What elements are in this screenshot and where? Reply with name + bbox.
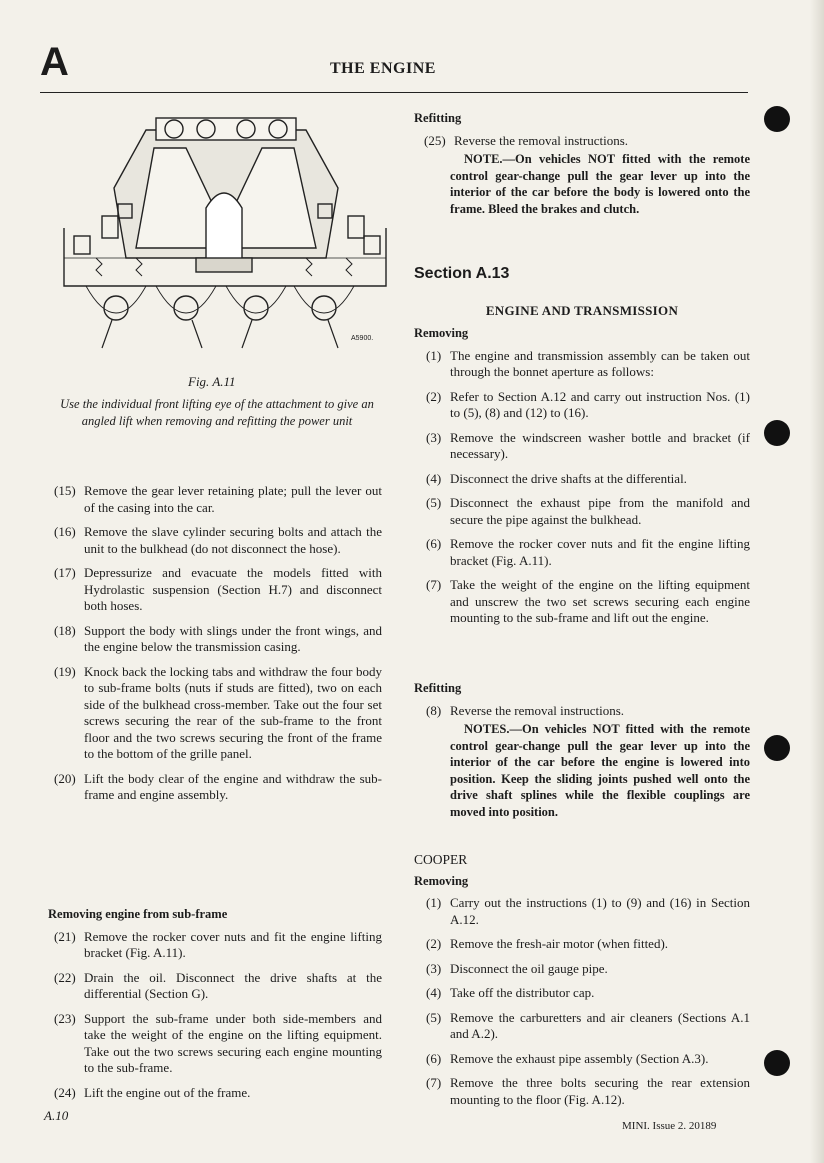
list-item: (4) Disconnect the drive shafts at the differential.: [426, 470, 687, 486]
list-item: (25) Reverse the removal instructions.: [424, 132, 629, 148]
issue-text: MINI. Issue 2. 20189: [622, 1120, 717, 1132]
list-item: (2) Refer to Section A.12 and carry out instruction Nos. (1) to (5), (8) and (12) to (16).: [426, 388, 750, 420]
binder-hole-2: [764, 420, 790, 446]
list-item: (15) Remove the gear lever retaining plate; pull the lever out of the casing into the car.: [54, 483, 382, 515]
list-item: (4) Take off the distributor cap.: [426, 985, 595, 1000]
list-item: (1) The engine and transmission assembly can be taken out through the bonnet aperture as follows:: [426, 347, 750, 379]
list-item: (7) Remove the three bolts securing the rear extension mounting to the floor (Fig. A.12).: [426, 1075, 750, 1107]
figure-caption: Use the individual front lifting eye of the attachment to give an angled lift when removing and refitting the power unit: [60, 397, 374, 428]
list-item: (6) Remove the rocker cover nuts and fit the engine lifting bracket (Fig. A.11).: [426, 536, 750, 568]
removing-heading: Removing: [414, 873, 469, 888]
header-divider: [40, 92, 748, 93]
binder-hole-3: [764, 735, 790, 761]
list-item: (6) Remove the exhaust pipe assembly (Section A.3).: [426, 1050, 709, 1066]
list-item: (1) Carry out the instructions (1) to (9) and (16) in Section A.12.: [426, 895, 750, 927]
subheading: Removing engine from sub-frame: [48, 907, 228, 921]
page-edge-shadow: [810, 0, 824, 1163]
cooper-section: [414, 852, 750, 1116]
refitting-heading: Refitting: [414, 681, 462, 695]
figure-label: Fig. A.11: [188, 374, 236, 389]
list-item: (17) Depressurize and evacuate the models fitted with Hydrolastic suspension (Section H.7) and disconnect both hoses.: [54, 565, 382, 613]
list-item: (3) Disconnect the oil gauge pipe.: [426, 960, 608, 976]
left-column-lower: [48, 906, 382, 1109]
list-item: (19) Knock back the locking tabs and withdraw the four body to sub-frame bolts (nuts if studs are fitted), two on each side of the bulkhead cross-member. Take out the four set screws securing the rear of the sub-frame to the front floor and the two screws securing the front of the frame to the bottom of the grille panel.: [54, 663, 382, 761]
list-item: (5) Remove the carburetters and air cleaners (Sections A.1 and A.2).: [426, 1009, 750, 1041]
page-number: A.10: [44, 1108, 69, 1123]
list-item: (23) Support the sub-frame under both side-members and take the weight of the engine on the lifting equipment. Take out the two screws securing each engine mounting to the sub-frame.: [54, 1010, 382, 1075]
right-column-top: [414, 110, 750, 227]
section-title: Section A.13: [414, 265, 510, 282]
list-item: (3) Remove the windscreen washer bottle and bracket (if necessary).: [426, 429, 750, 461]
binder-hole-1: [764, 106, 790, 132]
list-item: (20) Lift the body clear of the engine and withdraw the sub-frame and engine assembly.: [54, 770, 382, 802]
section-letter: A: [40, 40, 69, 84]
binder-hole-4: [764, 1050, 790, 1076]
list-item: (8) Reverse the removal instructions.: [426, 702, 625, 718]
list-item: (2) Remove the fresh-air motor (when fitted).: [426, 936, 669, 951]
page-title: THE ENGINE: [330, 60, 436, 77]
list-item: (21) Remove the rocker cover nuts and fit the engine lifting bracket (Fig. A.11).: [54, 928, 382, 960]
refitting-2: [414, 680, 750, 830]
note: NOTE.—On vehicles NOT fitted with the remote control gear-change pull the gear lever up into the interior of the car before the body is lowered onto the frame. Bleed the brakes and clutch.: [450, 152, 750, 216]
engine-lifting-bracket-illustration: [56, 108, 390, 358]
removing-heading: Removing: [414, 326, 469, 340]
list-item: (24) Lift the engine out of the frame.: [54, 1084, 251, 1100]
left-column: [54, 483, 382, 812]
note: NOTES.—On vehicles NOT fitted with the remote control gear-change pull the gear lever up into the interior of the car before the engine is lowered into position. Keep the sliding joints pushed well onto the drive shaft splines while the flexible couplings are moved into position.: [450, 722, 750, 819]
cooper-heading: COOPER: [414, 852, 468, 867]
list-item: (16) Remove the slave cylinder securing bolts and attach the unit to the bulkhead (do not disconnect the hose).: [54, 524, 382, 556]
list-item: (5) Disconnect the exhaust pipe from the manifold and secure the pipe against the bulkhead.: [426, 495, 750, 527]
list-item: (18) Support the body with slings under the front wings, and the engine below the transmission casing.: [54, 622, 382, 654]
section-a13: [414, 266, 750, 635]
list-item: (22) Drain the oil. Disconnect the drive shafts at the differential (Section G).: [54, 969, 382, 1001]
section-subtitle: ENGINE AND TRANSMISSION: [485, 302, 679, 318]
figure-code: A5900.: [351, 335, 374, 342]
refitting-heading: Refitting: [414, 111, 462, 125]
list-item: (7) Take the weight of the engine on the lifting equipment and unscrew the two set screws securing each engine mounting to the sub-frame and lift out the engine.: [426, 577, 750, 625]
